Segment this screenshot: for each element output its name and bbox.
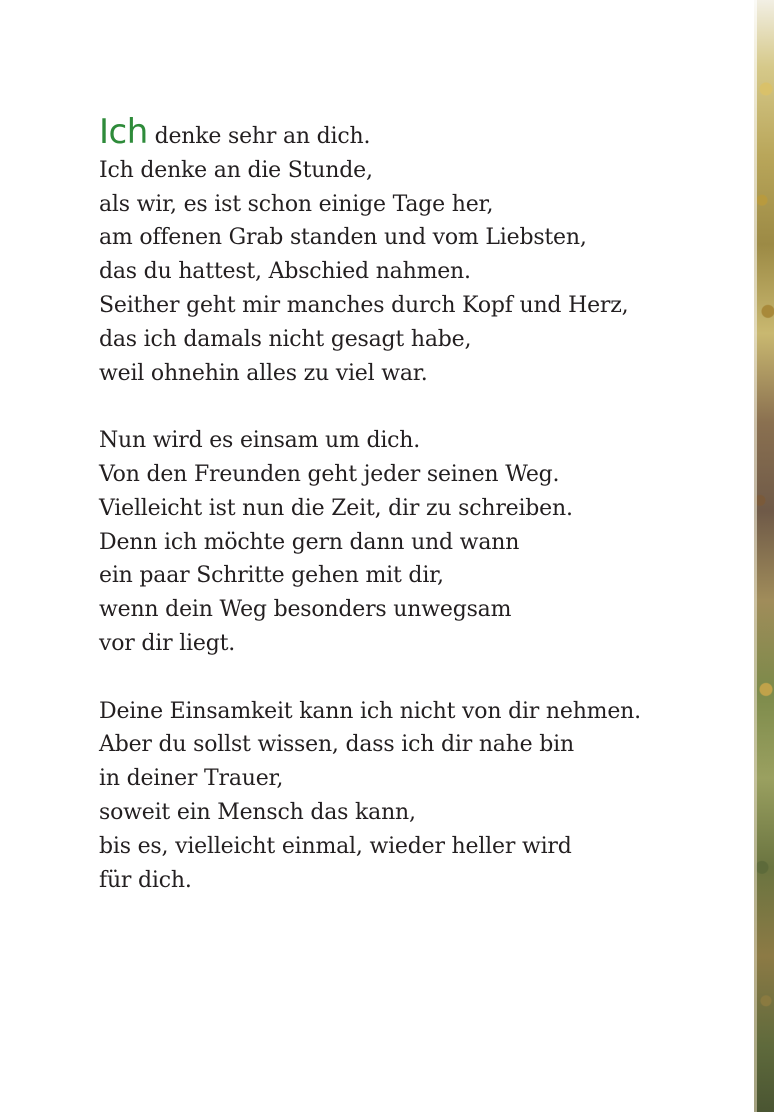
poem-line: am offenen Grab standen und vom Liebsten,	[99, 225, 587, 251]
poem-line: Aber du sollst wissen, dass ich dir nahe bin	[99, 732, 574, 758]
poem-line: bis es, vielleicht einmal, wieder heller wird	[99, 833, 572, 859]
stanza-2	[99, 424, 739, 661]
poem-line: Seither geht mir manches durch Kopf und Herz,	[99, 292, 629, 318]
poem-line: Von den Freunden geht jeder seinen Weg.	[99, 461, 560, 487]
poem-line: vor dir liegt.	[99, 630, 236, 656]
poem-line: das du hattest, Abschied nahmen.	[99, 259, 471, 285]
poem-line: als wir, es ist schon einige Tage her,	[99, 191, 494, 217]
poem-line: Deine Einsamkeit kann ich nicht von dir nehmen.	[99, 698, 641, 724]
lead-word: Ich	[99, 112, 148, 152]
poem-line: Denn ich möchte gern dann und wann	[99, 529, 520, 555]
poem-line: soweit ein Mensch das kann,	[99, 799, 416, 825]
poem-line: Vielleicht ist nun die Zeit, dir zu schreiben.	[99, 495, 573, 521]
first-line-rest: denke sehr an dich.	[147, 124, 371, 149]
poem-line: in deiner Trauer,	[99, 766, 284, 792]
poem-line: weil ohnehin alles zu viel war.	[99, 360, 428, 386]
poem-line: Ich denke an die Stunde,	[99, 157, 373, 183]
poem-line: ein paar Schritte gehen mit dir,	[99, 563, 444, 589]
poem-line: Nun wird es einsam um dich.	[99, 428, 421, 454]
stanza-3	[99, 695, 739, 898]
poem-line: für dich.	[99, 867, 192, 893]
poem-text	[99, 112, 739, 931]
stanza-1	[99, 112, 739, 390]
autumn-photo-edge	[754, 0, 774, 1112]
poem-line	[99, 112, 739, 154]
poem-line: wenn dein Weg besonders unwegsam	[99, 597, 512, 623]
poem-line: das ich damals nicht gesagt habe,	[99, 326, 472, 352]
